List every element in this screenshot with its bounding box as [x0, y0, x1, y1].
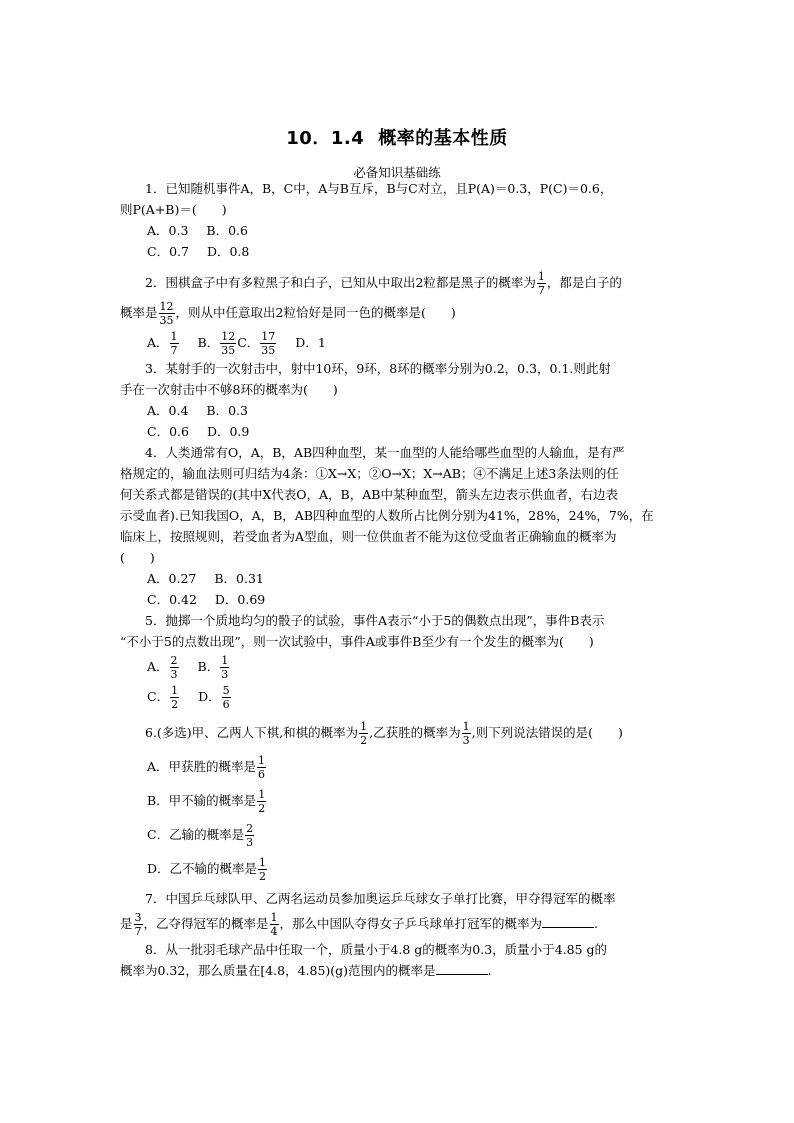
q3-option-a: A．0.4: [147, 403, 189, 418]
q4-stem-line6: ( ): [120, 550, 155, 565]
q3-stem-line2: 手在一次射击中不够8环的概率为( ): [120, 382, 338, 397]
title-text: 概率的基本性质: [378, 128, 508, 149]
q6-stem: 6.(多选)甲、乙两人下棋,和棋的概率为 $\frac{1}{2}$ ,乙获胜的概率为 $\frac{1}{3}$ ,则下列说法错误的是( ): [145, 720, 623, 747]
q6-option-c: C．乙输的概率是 $\frac{2}{3}$: [147, 822, 254, 849]
q4-option-c: C．0.42: [147, 592, 197, 607]
q4-options-row1: [120, 568, 680, 589]
q8-answer-blank: [436, 962, 488, 975]
q4-stem-line1: 4．人类通常有O，A，B，AB四种血型，某一血型的人能给哪些血型的人输血，是有严: [145, 445, 625, 460]
q1-stem-line2: 则P(A+B)＝( ): [120, 202, 227, 217]
q7-answer-blank: [542, 915, 594, 928]
q5-option-a: A． $\frac{2}{3}$: [147, 654, 178, 681]
section-heading: 必备知识基础练: [353, 165, 441, 180]
q4-stem-line2: 格规定的，输血法则可归结为4条：①X→X；②O→X；X→AB；④不满足上述3条法则的任: [120, 466, 619, 481]
q6-option-d: D．乙不输的概率是 $\frac{1}{2}$: [147, 856, 267, 883]
title-number: 10．1.4: [286, 128, 365, 149]
q5-stem-line2: “不小于5的点数出现”，则一次试验中，事件A或事件B至少有一个发生的概率为( ): [120, 634, 594, 649]
q4-option-d: D．0.69: [214, 592, 266, 607]
q4-stem-line3: 何关系式都是错误的(其中X代表O，A，B，AB中某种血型，箭头左边表示供血者，右边表: [120, 487, 618, 502]
q1-option-c: C．0.7: [147, 244, 189, 259]
q2-fraction-black: $\frac{1}{7}$: [537, 270, 545, 297]
q2-stem-line1: 2．围棋盒子中有多粒黑子和白子，已知从中取出2粒都是黑子的概率为 $\frac{1}{7}$ ，都是白子的: [145, 270, 622, 297]
q8-stem-line1: 8．从一批羽毛球产品中任取一个，质量小于4.8 g的概率为0.3，质量小于4.85 g的: [145, 942, 607, 957]
q1-options-row2: [120, 241, 680, 262]
q2-option-c: C． $\frac{17}{35}$: [237, 330, 276, 357]
q2-options-row: [120, 328, 680, 358]
q2-option-d: D．1: [295, 335, 326, 350]
q4-stem-line4: 示受血者).已知我国O，A，B，AB四种血型的人数所占比例分别为41%，28%，24%，7%，在: [120, 508, 654, 523]
q7-stem-line2: 是 $\frac{3}{7}$ ，乙夺得冠军的概率是 $\frac{1}{4}$ ，那么中国队夺得女子乒乓球单打冠军的概率为 .: [120, 911, 599, 938]
q2-option-a: A． $\frac{1}{7}$: [147, 330, 178, 357]
question-list: [120, 178, 680, 981]
q3-options-row1: [120, 400, 680, 421]
q2-fraction-white: $\frac{12}{35}$: [159, 300, 174, 327]
q8-stem-line2: 概率为0.32，那么质量在[4.8，4.85)(g)范围内的概率是 .: [120, 963, 492, 978]
q5-options-row2: [120, 682, 680, 712]
q5-options-row1: [120, 652, 680, 682]
q1-stem-line1: 1．已知随机事件A，B，C中，A与B互斥，B与C对立，且P(A)＝0.3，P(C)＝0.6，: [145, 181, 613, 196]
q1-option-a: A．0.3: [147, 223, 189, 238]
q5-option-b: B． $\frac{1}{3}$: [197, 654, 229, 681]
q3-option-d: D．0.9: [206, 424, 250, 439]
q4-option-a: A．0.27: [147, 571, 197, 586]
q4-option-b: B．0.31: [214, 571, 264, 586]
q3-option-c: C．0.6: [147, 424, 189, 439]
q1-option-b: B．0.6: [206, 223, 248, 238]
q2-option-b: B． $\frac{12}{35}$: [197, 330, 236, 357]
q4-stem-line5: 临床上，按照规则，若受血者为A型血，则一位供血者不能为这位受血者正确输血的概率为: [120, 529, 617, 544]
q7-stem-line1: 7．中国乒乓球队甲、乙两名运动员参加奥运乒乓球女子单打比赛，甲夺得冠军的概率: [145, 891, 616, 906]
q5-stem-line1: 5．抛掷一个质地均匀的骰子的试验，事件A表示“小于5的偶数点出现”，事件B表示: [145, 613, 605, 628]
q5-option-c: C． $\frac{1}{2}$: [147, 684, 179, 711]
q6-option-b: B．甲不输的概率是 $\frac{1}{2}$: [147, 788, 266, 815]
q2-stem-line2: 概率是 $\frac{12}{35}$ ，则从中任意取出2粒恰好是同一色的概率是( ): [120, 300, 456, 327]
q3-stem-line1: 3．某射手的一次射击中，射中10环，9环，8环的概率分别为0.2，0.3，0.1.则此射: [145, 361, 611, 376]
q4-options-row2: [120, 589, 680, 610]
q5-option-d: D． $\frac{5}{6}$: [198, 684, 230, 711]
q3-options-row2: [120, 421, 680, 442]
q1-option-d: D．0.8: [206, 244, 250, 259]
q1-options-row1: [120, 220, 680, 241]
q6-option-a: A．甲获胜的概率是 $\frac{1}{6}$: [147, 754, 266, 781]
q3-option-b: B．0.3: [206, 403, 248, 418]
page-title: [0, 124, 794, 150]
